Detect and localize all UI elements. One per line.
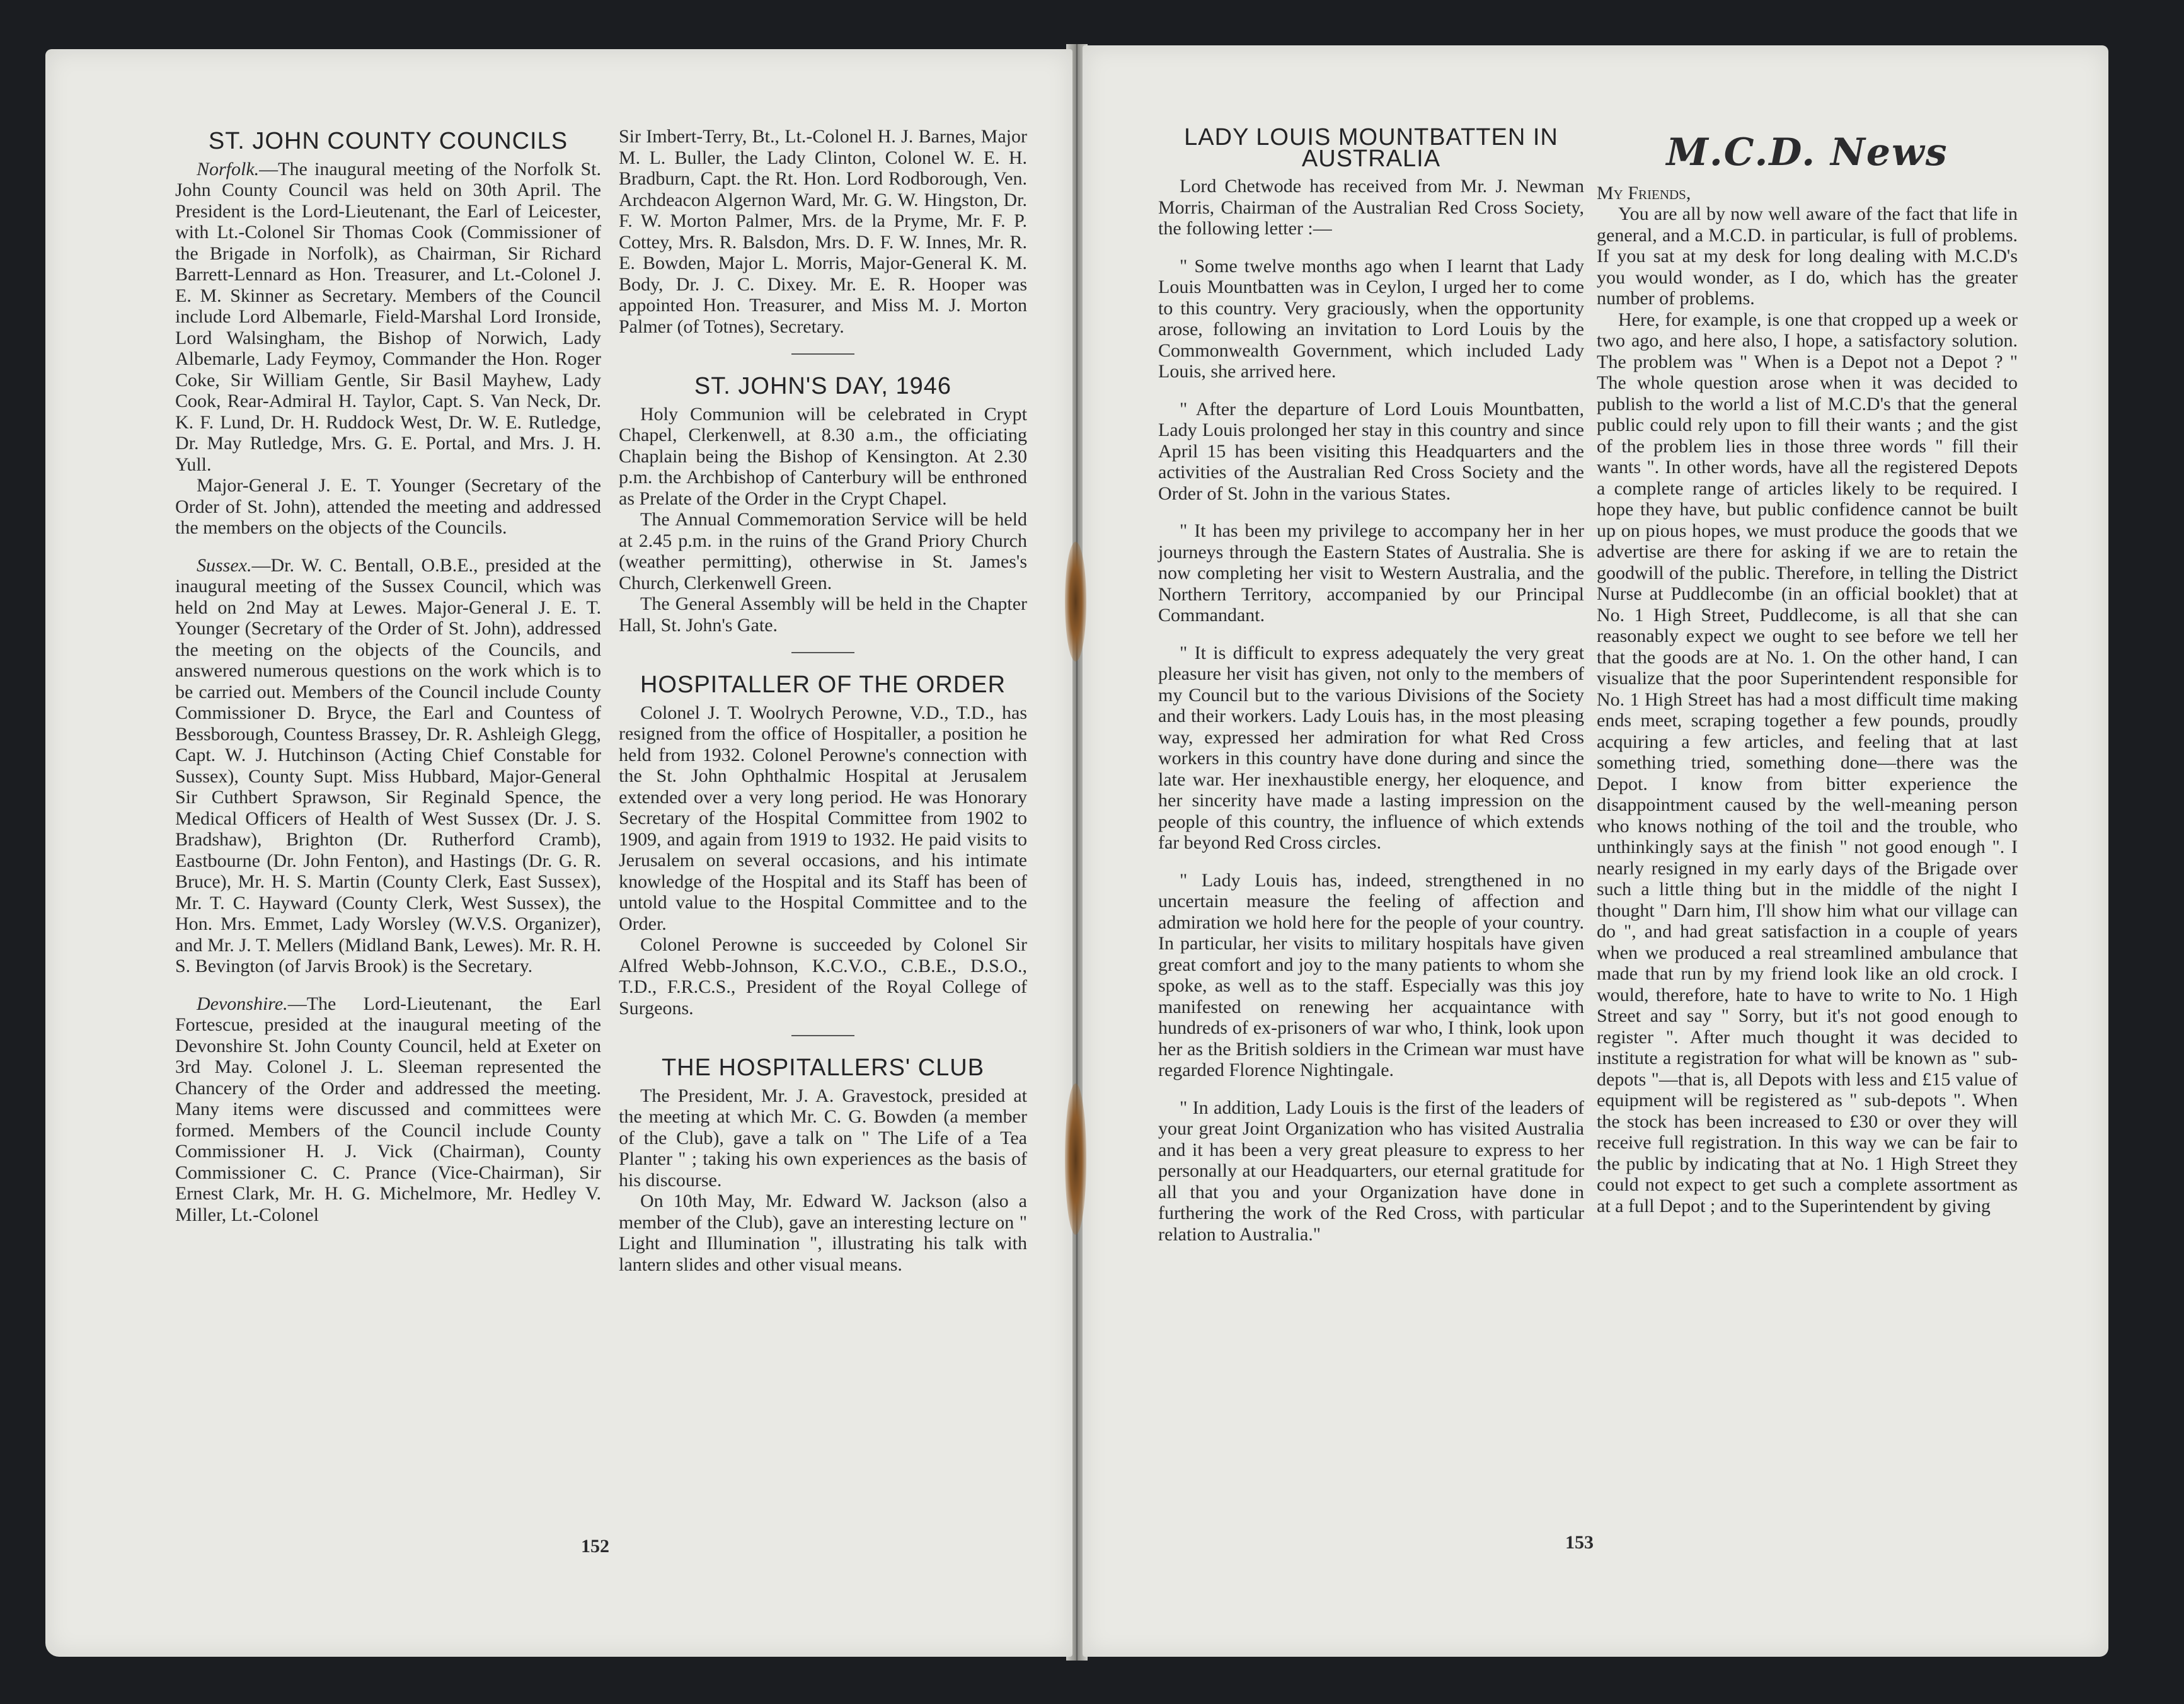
left-column-2 <box>619 126 1027 1275</box>
text-norfolk-p1: —The inaugural meeting of the Norfolk St. John County Council was held on 30th April. The President is the Lord-Lieutenant, the Earl of Leicester, with Lt.-Colonel Sir Thomas Cook (Commissioner of the Brigade in Norfolk), as Chairman, Sir Richard Barrett-Lennard as Hon. Treasurer, and Lt.-Colonel J. E. M. Skinner as Secretary. Members of the Council include Lord Albemarle, Field-Marshal Lord Ironside, Lord Walsingham, the Bishop of Norwich, Lady Albemarle, Lady Feymoy, Commander the Hon. Roger Coke, Sir William Gentle, Sir Basil Mayhew, Lady Cook, Rear-Admiral H. Taylor, Capt. S. Van Neck, Dr. K. F. Lund, Dr. H. Ruddock West, Dr. W. E. Rutledge, Dr. May Rutledge, Mrs. G. E. Portal, and Mrs. J. H. Yull. <box>175 158 601 475</box>
text-hospitaller-p2: Colonel Perowne is succeeded by Colonel Sir Alfred Webb-Johnson, K.C.V.O., C.B.E., D.S.O., T.D., F.R.C.S., President of the Royal College of Surgeons. <box>619 934 1027 1019</box>
text-mountbatten-p3: " After the departure of Lord Louis Mountbatten, Lady Louis prolonged her stay in this country and since April 15 has been visiting this Headquarters and the activities of the Australian Red Cross Society and the Order of St. John in the various States. <box>1158 398 1584 504</box>
heading-st-johns-day: ST. JOHN'S DAY, 1946 <box>694 373 952 399</box>
text-st-johns-day-p2: The Annual Commemoration Service will be held at 2.45 p.m. in the ruins of the Grand Priory Church (weather permitting), otherwise in St. James's Church, Clerkenwell Green. <box>619 509 1027 593</box>
text-salutation: My Friends, <box>1597 182 1691 203</box>
label-devonshire: Devonshire. <box>197 993 288 1014</box>
heading-mountbatten: LADY LOUIS MOUNTBATTEN IN AUSTRALIA <box>1184 124 1558 172</box>
text-mcd-p2: Here, for example, is one that cropped up a week or two ago, and here also, I hope, a satisfactory solution. The problem was " When is a Depot not a Depot ? " The whole question arose when it was decided to publish to the world a list of M.C.D's that the general public could rely upon to fill their wants ; and the gist of the problem lies in those three words " fill their wants ". In other words, have all the registered Depots a complete range of articles likely to be required. I hope they have, but public confidence cannot be built up on pious hopes, we must produce the goods that we advertise are there for asking if we are to retain the goodwill of the public. Therefore, in telling the District Nurse at Puddlecombe (in an official booklet) that at No. 1 High Street, Puddlecome, is all that she can reasonably expect we ought to see before we tell her that the goods are at No. 1. On the other hand, I can visualize that the poor Superintendent responsible for No. 1 High Street has had a most difficult time making ends meet, scraping together a few pounds, proudly acquiring a few articles, and feeling that at last something tried, something done—there was the Depot. I know from bitter experience the disappointment caused by the well-meaning person who knows nothing of the toil and the trouble, who unthinkingly says at the finish " not good enough ". I nearly resigned in my early days of the Brigade over such a little thing but in the middle of the night I thought " Darn him, I'll show him what our village can do ", and had great satisfaction in a couple of years when we produced a real streamlined ambulance that made that run by my friend look like an old crock. I would, therefore, hate to have to write to No. 1 High Street and say " Sorry, but it's not good enough to register ". After much thought it was decided to institute a registration for what will be known as " sub-depots "—that is, all Depots with less and £15 value of equipment will be registered as " sub-depots ". When the stock has been increased to £30 or over they will receive full registration. In this way we can be fair to the public by indicating that at No. 1 High Street they could not expect to get such a complete assortment as at a full Depot ; and to the Superintendent by giving <box>1597 309 2018 1216</box>
text-mountbatten-p7: " In addition, Lady Louis is the first of the leaders of your great Joint Organization who has visited Australia and it has been a very great pleasure to express to her personally at our Headquarters, our eternal gratitude for all that you and your Organization have done in furthering the work of the Red Cross, with particular relation to Australia." <box>1158 1097 1584 1245</box>
text-sussex: —Dr. W. C. Bentall, O.B.E., presided at the inaugural meeting of the Sussex Council, which was held on 2nd May at Lewes. Major-General J. E. T. Younger (Secretary of the Order of St. John), addressed the meeting on the objects of the Councils, and answered numerous questions on the work which is to be carried out. Members of the Council include County Commissioner D. Bryce, the Earl and Countess of Bessborough, Countess Brassey, Dr. R. Ashleigh Glegg, Capt. W. J. Hutchinson (Acting Chief Constable for Sussex), County Supt. Miss Hubbard, Major-General Sir Cuthbert Sprawson, Sir Reginald Spence, the Medical Officers of Health of West Sussex (Dr. J. S. Bradshaw), Brighton (Dr. Rutherford Cramb), Eastbourne (Dr. John Fenton), and Hastings (Dr. G. R. Bruce), Mr. H. S. Martin (County Clerk, East Sussex), Mr. T. C. Hayward (County Clerk, West Sussex), the Hon. Mrs. Emmet, Lady Worsley (W.V.S. Organizer), and Mr. J. T. Mellers (Midland Bank, Lewes). Mr. R. H. S. Bevington (of Jarvis Brook) is the Secretary. <box>175 554 601 976</box>
divider <box>791 1035 854 1036</box>
text-st-johns-day-p3: The General Assembly will be held in the Chapter Hall, St. John's Gate. <box>619 593 1027 636</box>
text-hospitaller-p1: Colonel J. T. Woolrych Perowne, V.D., T.D., has resigned from the office of Hospitaller, a position he held from 1932. Colonel Perowne's connection with the St. John Ophthalmic Hospital at Jerusalem extended over a very long period. He was Honorary Secretary of the Hospital Committee from 1902 to 1909, and again from 1919 to 1932. He paid visits to Jerusalem on several occasions, and his intimate knowledge of the Hospital and its Staff has been of untold value to the Hospital Committee and to the Order. <box>619 702 1027 934</box>
rust-stain <box>1065 542 1086 661</box>
text-club-p2: On 10th May, Mr. Edward W. Jackson (also a member of the Club), gave an interesting lecture on " Light and Illumination ", illustrating his talk with lantern slides and other visual means. <box>619 1191 1027 1275</box>
text-mountbatten-p2: " Some twelve months ago when I learnt that Lady Louis Mountbatten was in Ceylon, I urged her to come to this country. Very graciously, when the opportunity arose, following an invitation to Lord Louis by the Commonwealth Government, which included Lady Louis, she arrived here. <box>1158 255 1584 382</box>
label-sussex: Sussex. <box>197 554 252 576</box>
left-page <box>45 49 1072 1657</box>
right-column-1 <box>1158 124 1584 1245</box>
right-page <box>1083 45 2108 1657</box>
heading-mcd-news: M.C.D. News <box>1666 130 1948 174</box>
rust-stain <box>1065 1084 1086 1235</box>
page-number-right: 153 <box>1565 1532 1594 1553</box>
label-norfolk: Norfolk. <box>197 158 260 180</box>
text-mountbatten-p5: " It is difficult to express adequately the very great pleasure her visit has given, not only to the members of my Council but to the various Divisions of the Society and their workers. Lady Louis has, in the most pleasing way, expressed her admiration for what Red Cross workers in this country have done during and since the late war. Her inexhaustible energy, her eloquence, and her sincerity have made a lasting impression on the people of this country, the influence of which extends far beyond Red Cross circles. <box>1158 642 1584 853</box>
text-mountbatten-p1: Lord Chetwode has received from Mr. J. Newman Morris, Chairman of the Australian Red Cross Society, the following letter :— <box>1158 176 1584 239</box>
left-column-1 <box>175 128 601 1225</box>
text-club-p1: The President, Mr. J. A. Gravestock, presided at the meeting at which Mr. C. G. Bowden (a member of the Club), gave a talk on " The Life of a Tea Planter " ; taking his own experiences as the basis of his discourse. <box>619 1085 1027 1191</box>
text-mcd-p1: You are all by now well aware of the fact that life in general, and a M.C.D. in particular, is full of problems. If you sat at my desk for long dealing with M.C.D's you would wonder, as I do, which has the greater number of problems. <box>1597 203 2018 309</box>
right-column-2 <box>1597 130 2018 1216</box>
heading-hospitallers-club: THE HOSPITALLERS' CLUB <box>661 1055 985 1081</box>
divider <box>791 353 854 355</box>
text-st-johns-day-p1: Holy Communion will be celebrated in Crypt Chapel, Clerkenwell, at 8.30 a.m., the officiating Chaplain being the Bishop of Kensington. At 2.30 p.m. the Archbishop of Canterbury will be enthroned as Prelate of the Order in the Crypt Chapel. <box>619 403 1027 509</box>
heading-hospitaller: HOSPITALLER OF THE ORDER <box>640 672 1006 698</box>
divider <box>791 652 854 653</box>
text-devonshire: —The Lord-Lieutenant, the Earl Fortescue, presided at the inaugural meeting of the Devonshire St. John County Council, held at Exeter on 3rd May. Colonel J. L. Sleeman represented the Chancery of the Order and addressed the meeting. Many items were discussed and committees were formed. Members of the Council include County Commissioner H. J. Vick (Chairman), County Commissioner C. C. Prance (Vice-Chairman), Sir Ernest Clark, Mr. H. G. Michelmore, Mr. Hedley V. Miller, Lt.-Colonel <box>175 993 601 1225</box>
text-mountbatten-p6: " Lady Louis has, indeed, strengthened in no uncertain measure the feeling of affection and admiration we hold here for the people of your country. In particular, her visits to military hospitals have given great comfort and joy to the many patients to whom she spoke, as well as to the staff. Especially was this joy manifested on renewing her acquaintance with hundreds of ex-prisoners of war who, I think, look upon her as the British soldiers in the Crimean war must have regarded Florence Nightingale. <box>1158 869 1584 1080</box>
text-council-continued: Sir Imbert-Terry, Bt., Lt.-Colonel H. J. Barnes, Major M. L. Buller, the Lady Clinton, Colonel W. E. H. Bradburn, Capt. the Rt. Hon. Lord Rodborough, Ven. Archdeacon Algernon Ward, Mr. G. W. Hingston, Dr. F. W. Morton Palmer, Mrs. de la Pryme, Mr. F. P. Cottey, Mrs. R. Balsdon, Mrs. D. F. W. Innes, Mr. R. E. Bowden, Major L. Morris, Major-General K. M. Body, Dr. J. C. Dixey. Mr. E. R. Hooper was appointed Hon. Treasurer, and Miss M. J. Morton Palmer (of Totnes), Secretary. <box>619 126 1027 337</box>
text-mountbatten-p4: " It has been my privilege to accompany her in her journeys through the Eastern States of Australia. She is now completing her visit to Western Australia, and the Northern Territory, accompanied by our Principal Commandant. <box>1158 520 1584 626</box>
page-number-left: 152 <box>581 1536 609 1557</box>
text-norfolk-p2: Major-General J. E. T. Younger (Secretary of the Order of St. John), attended the meeting and addressed the members on the objects of the Councils. <box>175 475 601 538</box>
heading-county-councils: ST. JOHN COUNTY COUNCILS <box>208 128 568 154</box>
